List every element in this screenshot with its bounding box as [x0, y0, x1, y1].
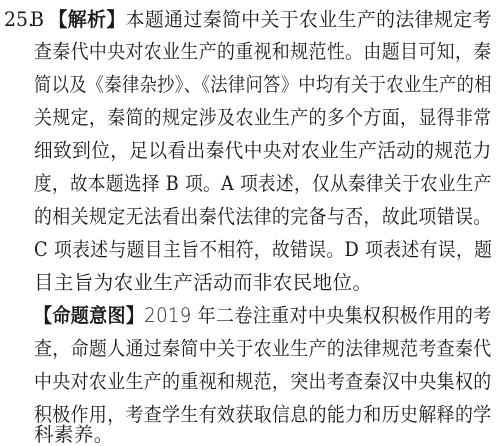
- question-number: 25.: [4, 8, 35, 31]
- intent-tag: 【命题意图】: [34, 304, 145, 327]
- analysis-line: 简以及《秦律杂抄》、《法律问答》中均有关于农业生产的相: [34, 73, 492, 96]
- analysis-line: 度，故本题选择 B 项。A 项表述，仅从秦律关于农业生产: [34, 172, 492, 195]
- analysis-line: 细致到位，足以看出秦代中央对农业生产活动的规范力: [34, 139, 492, 162]
- analysis-line: 查秦代中央对农业生产的重视和规范性。由题目可知，秦: [34, 40, 492, 63]
- intent-line: 科素养。: [34, 423, 114, 446]
- intent-line: 查，命题人通过秦简中关于农业生产的法律规范考查秦代: [34, 337, 492, 360]
- answer-letter: B: [30, 8, 45, 31]
- analysis-line: [4, 2, 492, 38]
- intent-line: 中央对农业生产的重视和规范，突出考查秦汉中央集权的: [34, 370, 492, 393]
- analysis-text: 本题通过秦简中关于农业生产的法律规定考: [125, 8, 492, 31]
- analysis-line: C 项表述与题目主旨不相符，故错误。D 项表述有误，题: [34, 238, 493, 261]
- intent-line: [34, 298, 492, 334]
- analysis-line: 目主旨为农业生产活动而非农民地位。: [34, 271, 373, 294]
- analysis-line: 关规定，秦简的规定涉及农业生产的多个方面，显得非常: [34, 106, 492, 129]
- intent-text: 2019 年二卷注重对中央集权积极作用的考: [144, 304, 492, 327]
- analysis-tag: 【解析】: [48, 8, 126, 31]
- intent-line: 积极作用，考查学生有效获取信息的能力和历史解释的学: [34, 403, 492, 426]
- analysis-line: 的相关规定无法看出秦代法律的完备与否，故此项错误。: [34, 205, 492, 228]
